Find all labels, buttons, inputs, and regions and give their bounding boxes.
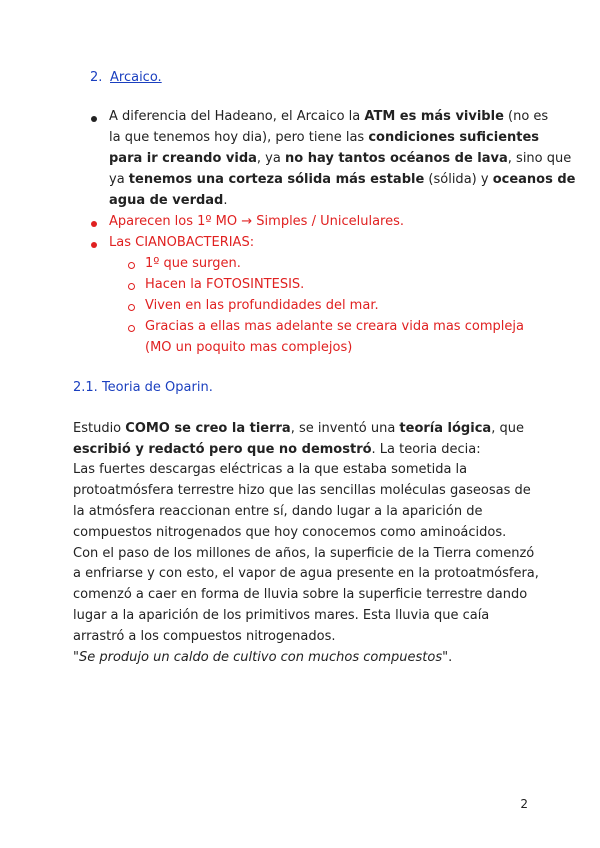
text-line: para ir creando vida, ya no hay tantos océanos de lava, sino que	[109, 151, 572, 166]
bullet-dot	[91, 221, 97, 227]
sub-item-continuation: (MO un poquito mas complejos)	[145, 340, 353, 355]
bullet-dot	[91, 242, 97, 248]
sub-bullet-circle	[128, 283, 135, 290]
bullet-2: Aparecen los 1º MO → Simples / Unicelulares.	[109, 214, 405, 229]
sub-bullet-circle	[128, 304, 135, 311]
intro-line: Estudio COMO se creo la tierra, se inventó una teoría lógica, que	[73, 421, 524, 436]
body-line: Las fuertes descargas eléctricas a la que estaba sometida la	[73, 462, 468, 477]
sub-item: Viven en las profundidades del mar.	[145, 298, 379, 313]
text-line: agua de verdad.	[109, 193, 228, 208]
intro-line: escribió y redactó pero que no demostró. La teoria decia:	[73, 442, 481, 457]
sub-item: 1º que surgen.	[145, 256, 241, 271]
heading-number: 2.	[90, 70, 103, 85]
heading-title[interactable]: Arcaico.	[110, 70, 162, 85]
text-line: la que tenemos hoy dia), pero tiene las condiciones suficientes	[109, 130, 540, 145]
sub-bullet-circle	[128, 325, 135, 332]
text-line: A diferencia del Hadeano, el Arcaico la ATM es más vivible (no es	[109, 109, 549, 124]
body-line: protoatmósfera terrestre hizo que las sencillas moléculas gaseosas de	[73, 483, 531, 498]
sub-bullet-circle	[128, 262, 135, 269]
body-line: comenzó a caer en forma de lluvia sobre la superficie terrestre dando	[73, 587, 528, 602]
page-number: 2	[520, 797, 528, 811]
quote-line: "Se produjo un caldo de cultivo con muchos compuestos".	[73, 650, 453, 665]
subheading: 2.1. Teoria de Oparin.	[73, 380, 213, 395]
body-line: arrastró a los compuestos nitrogenados.	[73, 629, 336, 644]
sub-item: Gracias a ellas mas adelante se creara vida mas compleja	[145, 319, 524, 334]
body-line: a enfriarse y con esto, el vapor de agua presente en la protoatmósfera,	[73, 566, 539, 581]
bullet-3: Las CIANOBACTERIAS:	[109, 235, 255, 250]
body-line: lugar a la aparición de los primitivos mares. Esta lluvia que caía	[73, 608, 490, 623]
body-line: Con el paso de los millones de años, la superficie de la Tierra comenzó	[73, 546, 535, 561]
body-line: la atmósfera reaccionan entre sí, dando lugar a la aparición de	[73, 504, 483, 519]
sub-item: Hacen la FOTOSINTESIS.	[145, 277, 305, 292]
text-line: ya tenemos una corteza sólida más estable (sólida) y oceanos de	[109, 172, 576, 187]
body-line: compuestos nitrogenados que hoy conocemos como aminoácidos.	[73, 525, 507, 540]
bullet-dot	[91, 116, 97, 122]
